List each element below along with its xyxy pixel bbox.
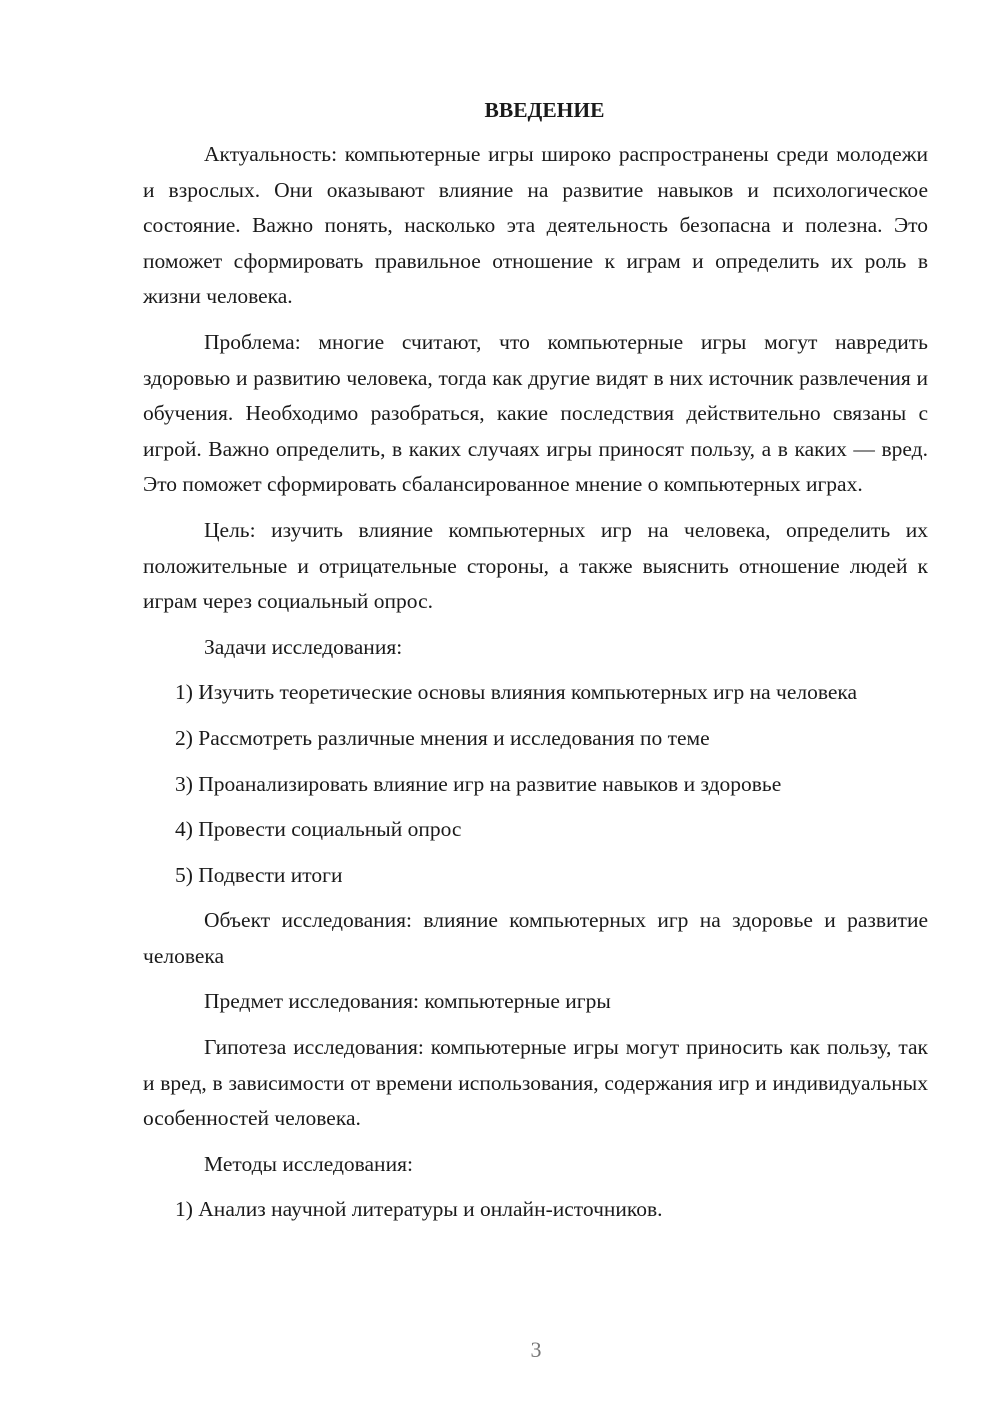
task-item: 3) Проанализировать влияние игр на развитие навыков и здоровье [175, 771, 782, 796]
relevance-paragraph: Актуальность: компьютерные игры широко распространены среди молодежи и взрослых. Они оказывают влияние на развитие навыков и психологическое состояние. Важно понять, насколько эта деятельность безопасна и полезна. Это поможет сформировать правильное отношение к играм и определить их роль в жизни человека. [143, 142, 928, 309]
task-item: 1) Изучить теоретические основы влияния компьютерных игр на человека [175, 680, 858, 705]
page-title: ВВЕДЕНИЕ [484, 98, 605, 122]
goal-paragraph: Цель: изучить влияние компьютерных игр на человека, определить их положительные и отрицательные стороны, а также выяснить отношение людей к играм через социальный опрос. [143, 517, 928, 614]
task-item: 2) Рассмотреть различные мнения и исследования по теме [175, 725, 710, 750]
task-item: 5) Подвести итоги [175, 862, 343, 887]
methods-heading: Методы исследования: [204, 1151, 413, 1176]
task-item: 4) Провести социальный опрос [175, 817, 462, 842]
page-number: 3 [530, 1337, 542, 1362]
subject-paragraph: Предмет исследования: компьютерные игры [204, 989, 611, 1014]
object-paragraph: Объект исследования: влияние компьютерных игр на здоровье и развитие человека [143, 908, 928, 968]
page-content [143, 94, 928, 1238]
tasks-heading: Задачи исследования: [204, 634, 403, 659]
method-item: 1) Анализ научной литературы и онлайн-источников. [175, 1197, 663, 1222]
problem-paragraph: Проблема: многие считают, что компьютерные игры могут навредить здоровью и развитию человека, тогда как другие видят в них источник развлечения и обучения. Необходимо разобраться, какие последствия действительно связаны с игрой. Важно определить, в каких случаях игры приносят пользу, а в каких — вред. Это поможет сформировать сбалансированное мнение о компьютерных играх. [143, 329, 928, 497]
hypothesis-paragraph: Гипотеза исследования: компьютерные игры могут приносить как пользу, так и вред, в зависимости от времени использования, содержания игр и индивидуальных особенностей человека. [143, 1035, 928, 1131]
